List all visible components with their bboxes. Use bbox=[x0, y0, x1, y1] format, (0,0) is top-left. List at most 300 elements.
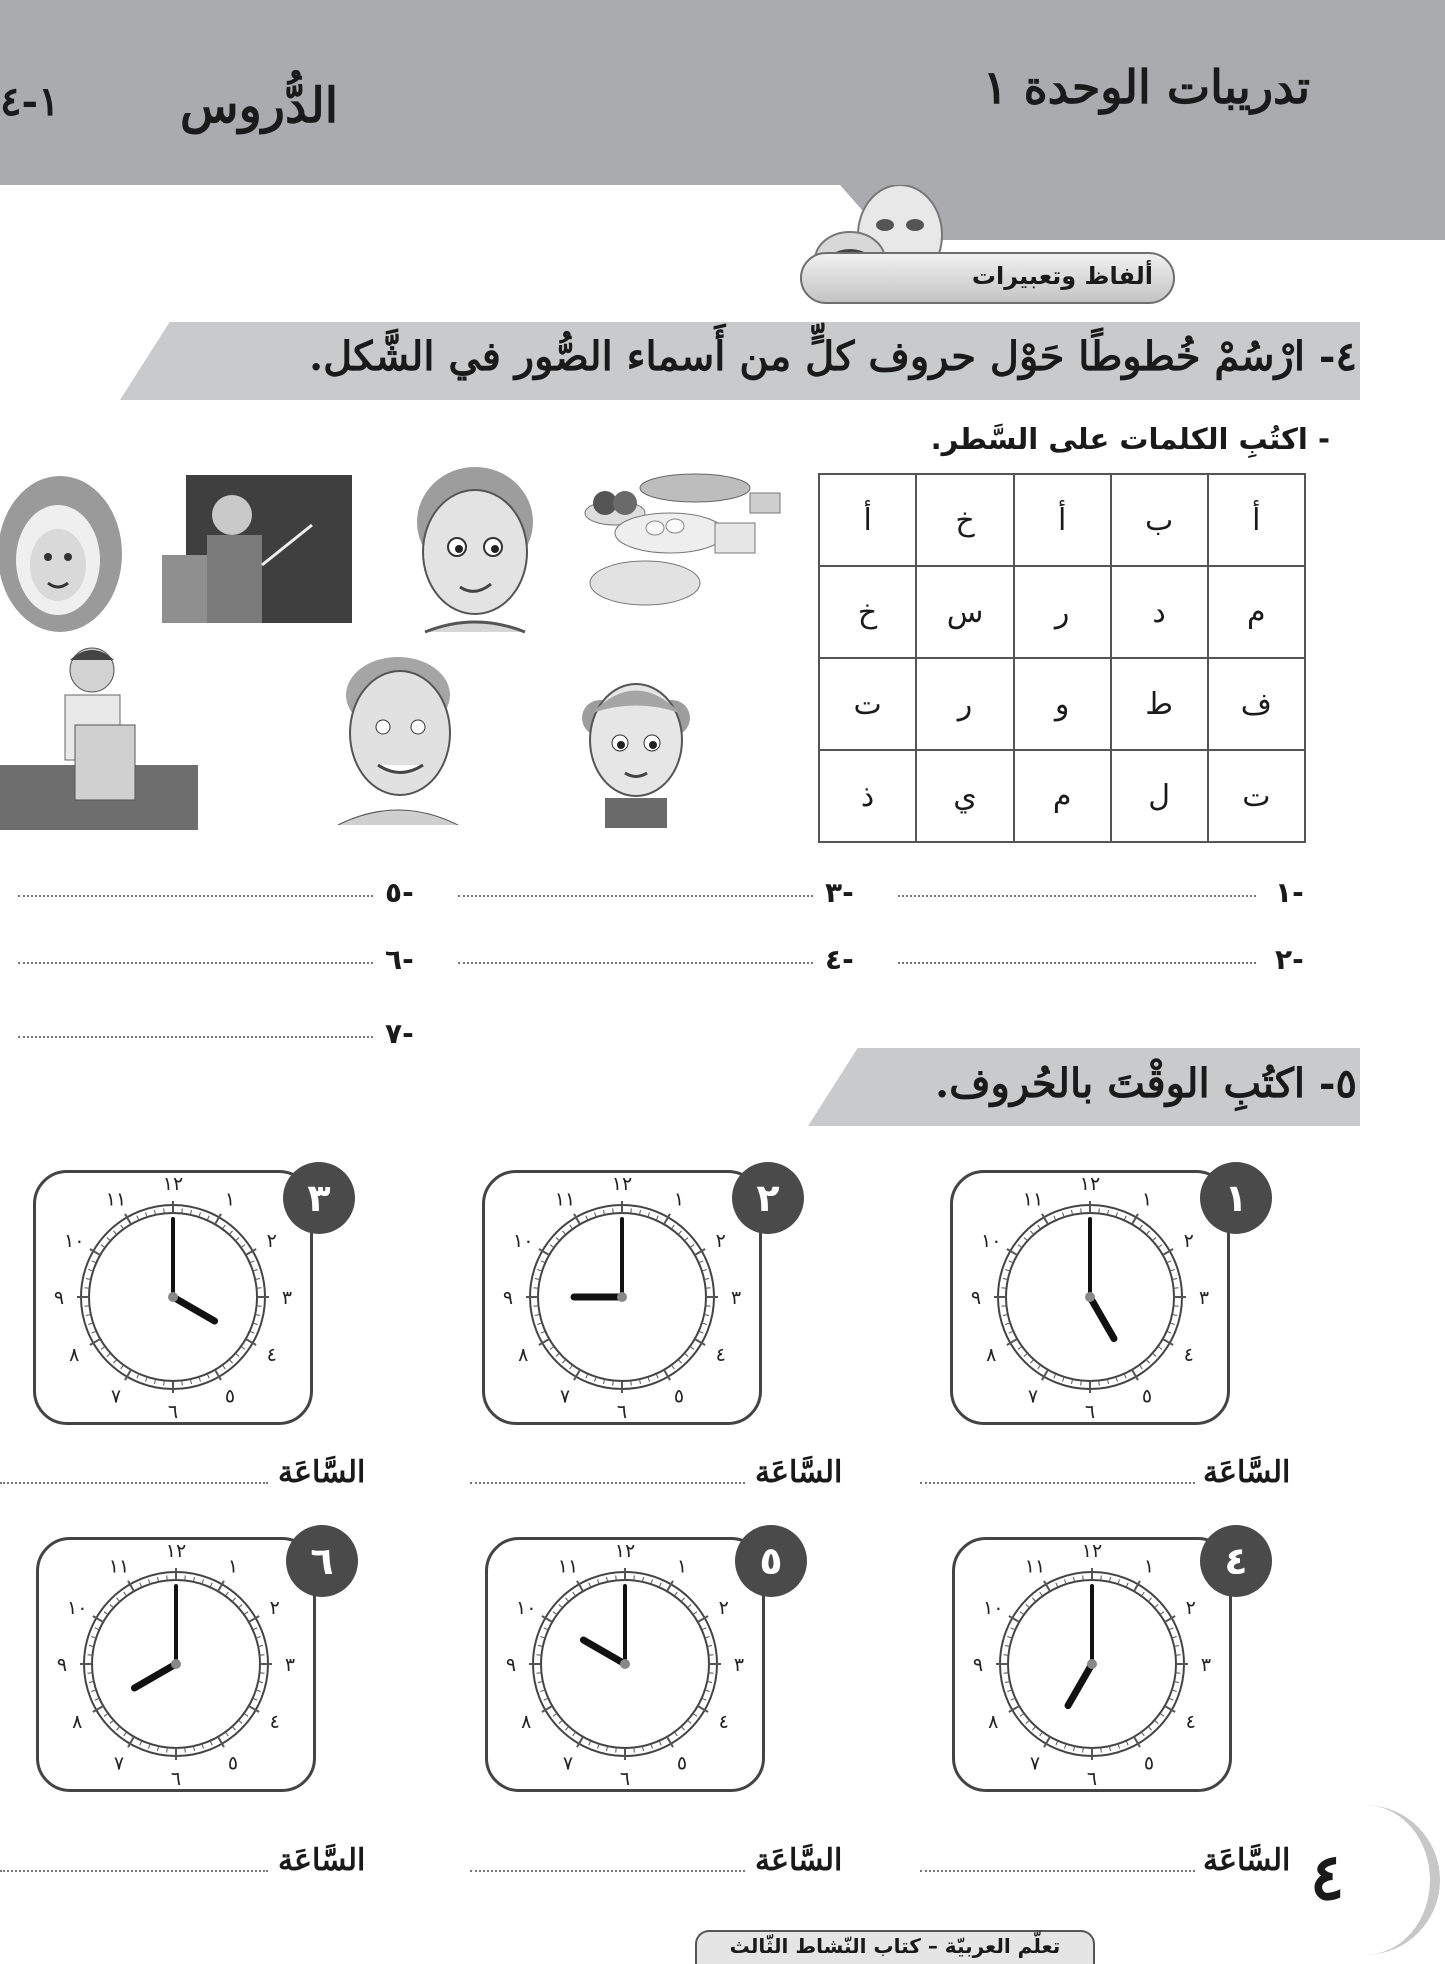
grid-cell[interactable]: أ bbox=[1208, 474, 1305, 566]
clock-face-1 bbox=[953, 1173, 1227, 1422]
answer-line-3[interactable] bbox=[458, 895, 813, 897]
clock-numeral: ٣ bbox=[733, 1654, 745, 1676]
clock-face-2 bbox=[485, 1173, 759, 1422]
clock-numeral: ١٢ bbox=[162, 1173, 184, 1195]
clock-tick bbox=[1038, 1225, 1041, 1229]
clock-numeral: ١ bbox=[1143, 1555, 1155, 1578]
clock-tick bbox=[1126, 1583, 1128, 1588]
clock-tick bbox=[137, 1374, 139, 1379]
clock-tick bbox=[631, 1208, 632, 1213]
clock-card-4 bbox=[952, 1537, 1232, 1792]
clock-tick bbox=[235, 1237, 239, 1240]
clock-tick bbox=[553, 1713, 557, 1716]
clock-tick bbox=[699, 1331, 704, 1333]
clock-tick bbox=[110, 1720, 114, 1723]
girl-headscarf-picture bbox=[0, 475, 125, 633]
clock-numeral: ٨ bbox=[69, 1344, 80, 1366]
clock-tick bbox=[550, 1245, 554, 1248]
clock-tick bbox=[1160, 1612, 1164, 1615]
clock-center-pin bbox=[168, 1292, 178, 1302]
clock-tick bbox=[656, 1216, 658, 1221]
grid-row bbox=[819, 750, 1305, 842]
clock-tick bbox=[107, 1237, 111, 1240]
clock-tick bbox=[613, 1208, 614, 1213]
clock-tick bbox=[681, 1726, 684, 1730]
clock-center-pin bbox=[617, 1292, 627, 1302]
clock-face-6 bbox=[39, 1540, 313, 1789]
clock-tick bbox=[1026, 1720, 1030, 1723]
clock-tick bbox=[570, 1225, 573, 1229]
grid-cell[interactable]: أ bbox=[1014, 474, 1111, 566]
clock-hour-hand bbox=[1068, 1664, 1092, 1706]
grid-cell[interactable]: ر bbox=[916, 658, 1014, 750]
clock-tick bbox=[124, 1732, 127, 1736]
hour-answer-line-3[interactable] bbox=[0, 1482, 268, 1484]
hour-answer-line-1[interactable] bbox=[920, 1482, 1195, 1484]
clock-numeral: ٧ bbox=[562, 1752, 574, 1775]
clock-tick bbox=[260, 1655, 265, 1656]
clock-tick bbox=[101, 1346, 105, 1349]
grid-cell[interactable]: خ bbox=[819, 566, 916, 658]
clock-tick bbox=[1169, 1698, 1174, 1700]
clock-tick bbox=[671, 1225, 674, 1229]
question5-title: ٥- اكتُبِ الوقْتَ بالحُروف. bbox=[935, 1060, 1357, 1107]
clock-numeral: ٩ bbox=[505, 1654, 517, 1676]
clock-numeral: ١٢ bbox=[165, 1540, 187, 1562]
clock-tick bbox=[107, 1353, 111, 1356]
clock-tick bbox=[84, 1306, 89, 1307]
clock-tick bbox=[1032, 1598, 1035, 1602]
clock-tick bbox=[1139, 1365, 1142, 1369]
boy-with-bag-picture bbox=[0, 645, 198, 830]
clock-tick bbox=[573, 1732, 576, 1736]
clock-badge-3: ٣ bbox=[283, 1162, 355, 1234]
clock-tick bbox=[586, 1374, 588, 1379]
clock-tick bbox=[1011, 1628, 1016, 1630]
clock-tick bbox=[225, 1732, 228, 1736]
answer-line-5[interactable] bbox=[18, 895, 373, 897]
clock-numeral: ٤ bbox=[1185, 1711, 1196, 1733]
clock-tick bbox=[210, 1583, 212, 1588]
clock-numeral: ٧ bbox=[113, 1752, 125, 1775]
clock-tick bbox=[634, 1575, 635, 1580]
clock-tick bbox=[562, 1359, 565, 1363]
clock-numeral: ٧ bbox=[1029, 1752, 1041, 1775]
clock-tick bbox=[1001, 1288, 1006, 1289]
clock-numeral: ٢ bbox=[1183, 1230, 1194, 1252]
clock-numeral: ٦ bbox=[619, 1768, 631, 1789]
clock-tick bbox=[1011, 1698, 1016, 1700]
grid-cell[interactable]: س bbox=[916, 566, 1014, 658]
answer-number-4: ٤- bbox=[825, 943, 854, 976]
clock-tick bbox=[104, 1612, 108, 1615]
hour-label-6: السَّاعَة bbox=[278, 1843, 366, 1878]
clock-tick bbox=[1003, 1655, 1008, 1656]
clock-numeral: ١٢ bbox=[1081, 1540, 1103, 1562]
clock-numeral: ٩ bbox=[502, 1287, 514, 1309]
grid-row bbox=[819, 658, 1305, 750]
clock-numeral: ٧ bbox=[1027, 1385, 1039, 1408]
clock-numeral: ٦ bbox=[1086, 1768, 1098, 1789]
answer-line-1[interactable] bbox=[898, 895, 1256, 897]
clock-tick bbox=[260, 1673, 265, 1674]
father-picture bbox=[328, 655, 478, 825]
section-tag bbox=[800, 252, 1175, 304]
clock-tick bbox=[684, 1237, 688, 1240]
clock-numeral: ٩ bbox=[972, 1654, 984, 1676]
clock-tick bbox=[1167, 1261, 1172, 1263]
clock-tick bbox=[1024, 1237, 1028, 1240]
clock-numeral: ٩ bbox=[970, 1287, 982, 1309]
clock-numeral: ١١ bbox=[557, 1555, 579, 1578]
clock-tick bbox=[706, 1306, 711, 1307]
clock-tick bbox=[702, 1628, 707, 1630]
clock-tick bbox=[556, 1353, 560, 1356]
clock-numeral: ٦ bbox=[167, 1401, 179, 1422]
clock-tick bbox=[1020, 1713, 1024, 1716]
clock-center-pin bbox=[1085, 1292, 1095, 1302]
clock-tick bbox=[113, 1359, 116, 1363]
clock-numeral: ١ bbox=[676, 1555, 688, 1578]
clock-numeral: ١ bbox=[224, 1188, 236, 1211]
grid-cell[interactable]: أ bbox=[819, 474, 916, 566]
clock-badge-6: ٦ bbox=[286, 1525, 358, 1597]
clock-tick bbox=[1158, 1346, 1162, 1349]
clock-numeral: ١ bbox=[227, 1555, 239, 1578]
clock-numeral: ١٠ bbox=[64, 1230, 85, 1252]
clock-tick bbox=[1141, 1592, 1144, 1596]
clock-badge-4: ٤ bbox=[1200, 1525, 1272, 1597]
food-plates-picture bbox=[575, 468, 785, 618]
clock-tick bbox=[182, 1381, 183, 1386]
clock-tick bbox=[229, 1231, 232, 1235]
grid-row bbox=[819, 566, 1305, 658]
clock-tick bbox=[1167, 1331, 1172, 1333]
grid-row bbox=[819, 474, 1305, 566]
hour-answer-line-6[interactable] bbox=[0, 1870, 268, 1872]
hour-label-1: السَّاعَة bbox=[1203, 1455, 1291, 1490]
grid-cell[interactable]: ط bbox=[1111, 658, 1208, 750]
clock-tick bbox=[565, 1726, 568, 1730]
clock-tick bbox=[1101, 1575, 1102, 1580]
clock-tick bbox=[225, 1592, 228, 1596]
grid-cell[interactable]: م bbox=[1208, 566, 1305, 658]
clock-tick bbox=[1146, 1359, 1149, 1363]
clock-numeral: ٢ bbox=[1185, 1597, 1196, 1619]
clock-tick bbox=[678, 1231, 681, 1235]
grid-cell[interactable]: ي bbox=[916, 750, 1014, 842]
grid-cell[interactable]: د bbox=[1111, 566, 1208, 658]
clock-tick bbox=[121, 1225, 124, 1229]
clock-numeral: ١ bbox=[673, 1188, 685, 1211]
footer-text: تعلّم العربيّة – كتاب النّشاط الثّالث bbox=[729, 1934, 1061, 1958]
clock-tick bbox=[167, 1575, 168, 1580]
question4-sub-instruction: - اكتُبِ الكلمات على السَّطر. bbox=[930, 422, 1330, 456]
clock-tick bbox=[113, 1231, 116, 1235]
clock-tick bbox=[533, 1306, 538, 1307]
clock-numeral: ٤ bbox=[266, 1344, 277, 1366]
clock-tick bbox=[1020, 1612, 1024, 1615]
clock-tick bbox=[1009, 1331, 1014, 1333]
clock-tick bbox=[232, 1598, 235, 1602]
grid-cell[interactable]: ت bbox=[819, 658, 916, 750]
clock-center-pin bbox=[1087, 1659, 1097, 1669]
clock-face-3 bbox=[36, 1173, 310, 1422]
clock-tick bbox=[1148, 1598, 1151, 1602]
clock-numeral: ٦ bbox=[170, 1768, 182, 1789]
clock-tick bbox=[1176, 1655, 1181, 1656]
answer-line-6[interactable] bbox=[18, 962, 373, 964]
clock-hour-hand bbox=[1090, 1297, 1114, 1339]
clock-tick bbox=[84, 1288, 89, 1289]
girl-picture bbox=[580, 668, 692, 828]
clock-numeral: ٨ bbox=[986, 1344, 997, 1366]
clock-tick bbox=[1139, 1225, 1142, 1229]
grid-cell[interactable]: ف bbox=[1208, 658, 1305, 750]
clock-center-pin bbox=[171, 1659, 181, 1669]
grid-cell[interactable]: ذ bbox=[819, 750, 916, 842]
clock-tick bbox=[656, 1374, 658, 1379]
answer-number-5: ٥- bbox=[385, 876, 414, 909]
clock-tick bbox=[562, 1231, 565, 1235]
clock-tick bbox=[550, 1346, 554, 1349]
clock-tick bbox=[533, 1288, 538, 1289]
clock-tick bbox=[616, 1748, 617, 1753]
clock-tick bbox=[164, 1381, 165, 1386]
lesson-code: ١-٤ bbox=[0, 78, 60, 125]
clock-numeral: ٩ bbox=[56, 1654, 68, 1676]
clock-tick bbox=[185, 1748, 186, 1753]
clock-tick bbox=[185, 1575, 186, 1580]
clock-tick bbox=[702, 1698, 707, 1700]
boy-picture bbox=[405, 462, 540, 640]
clock-tick bbox=[1030, 1231, 1033, 1235]
question4-title: ٤- ارْسُمْ خُطوطًا حَوْل حروف كلٍّ من أَسماء الصُّور في الشَّكل. bbox=[309, 333, 1357, 380]
clock-card-1 bbox=[950, 1170, 1230, 1425]
clock-face-4 bbox=[955, 1540, 1229, 1789]
clock-numeral: ٩ bbox=[53, 1287, 65, 1309]
clock-card-3 bbox=[33, 1170, 313, 1425]
clock-tick bbox=[674, 1732, 677, 1736]
lesson-title: الدُّروس bbox=[180, 78, 339, 134]
clock-numeral: ٢ bbox=[715, 1230, 726, 1252]
hour-label-2: السَّاعَة bbox=[755, 1455, 843, 1490]
clock-numeral: ٧ bbox=[110, 1385, 122, 1408]
clock-face-5 bbox=[488, 1540, 762, 1789]
clock-tick bbox=[244, 1612, 248, 1615]
clock-tick bbox=[709, 1673, 714, 1674]
clock-tick bbox=[544, 1628, 549, 1630]
clock-numeral: ٣ bbox=[284, 1654, 296, 1676]
clock-tick bbox=[87, 1673, 92, 1674]
clock-numeral: ٥ bbox=[224, 1385, 236, 1408]
clock-tick bbox=[541, 1331, 546, 1333]
clock-numeral: ٢ bbox=[269, 1597, 280, 1619]
clock-badge-1: ١ bbox=[1200, 1162, 1272, 1234]
clock-numeral: ٢ bbox=[266, 1230, 277, 1252]
clock-tick bbox=[253, 1698, 258, 1700]
clock-tick bbox=[1038, 1365, 1041, 1369]
clock-numeral: ١٢ bbox=[611, 1173, 633, 1195]
answer-line-4[interactable] bbox=[458, 962, 813, 964]
clock-tick bbox=[631, 1381, 632, 1386]
clock-tick bbox=[699, 1261, 704, 1263]
clock-numeral: ١١ bbox=[108, 1555, 130, 1578]
clock-tick bbox=[1032, 1726, 1035, 1730]
clock-tick bbox=[589, 1741, 591, 1746]
clock-tick bbox=[1154, 1604, 1158, 1607]
clock-tick bbox=[257, 1288, 262, 1289]
clock-hour-hand bbox=[173, 1297, 215, 1321]
clock-tick bbox=[570, 1365, 573, 1369]
grid-cell[interactable]: خ bbox=[916, 474, 1014, 566]
clock-tick bbox=[250, 1331, 255, 1333]
answer-number-1: ١- bbox=[1275, 876, 1304, 909]
hour-answer-line-5[interactable] bbox=[470, 1870, 745, 1872]
clock-tick bbox=[1158, 1245, 1162, 1248]
section-tag-label: ألفاظ وتعبيرات bbox=[971, 262, 1153, 290]
grid-cell[interactable]: ب bbox=[1111, 474, 1208, 566]
clock-tick bbox=[687, 1604, 691, 1607]
answer-number-6: ٦- bbox=[385, 943, 414, 976]
clock-tick bbox=[1081, 1381, 1082, 1386]
clock-tick bbox=[238, 1720, 242, 1723]
answer-line-2[interactable] bbox=[898, 962, 1256, 964]
clock-numeral: ١٢ bbox=[1079, 1173, 1101, 1195]
clock-tick bbox=[573, 1592, 576, 1596]
clock-numeral: ١ bbox=[1141, 1188, 1153, 1211]
clock-tick bbox=[1146, 1231, 1149, 1235]
clock-tick bbox=[92, 1331, 97, 1333]
clock-tick bbox=[1056, 1583, 1058, 1588]
clock-numeral: ١٠ bbox=[981, 1230, 1002, 1252]
clock-tick bbox=[137, 1216, 139, 1221]
clock-numeral: ٥ bbox=[1141, 1385, 1153, 1408]
clock-tick bbox=[1099, 1208, 1100, 1213]
clock-tick bbox=[257, 1306, 262, 1307]
grid-cell[interactable]: و bbox=[1014, 658, 1111, 750]
clock-tick bbox=[559, 1720, 563, 1723]
clock-tick bbox=[1040, 1732, 1043, 1736]
clock-tick bbox=[1083, 1575, 1084, 1580]
clock-numeral: ٤ bbox=[1183, 1344, 1194, 1366]
hour-answer-line-4[interactable] bbox=[920, 1870, 1195, 1872]
clock-numeral: ٤ bbox=[715, 1344, 726, 1366]
clock-tick bbox=[95, 1698, 100, 1700]
clock-numeral: ٤ bbox=[718, 1711, 729, 1733]
clock-tick bbox=[164, 1208, 165, 1213]
clock-tick bbox=[693, 1612, 697, 1615]
clock-tick bbox=[565, 1598, 568, 1602]
clock-tick bbox=[241, 1346, 245, 1349]
grid-cell[interactable]: ل bbox=[1111, 750, 1208, 842]
clock-tick bbox=[693, 1713, 697, 1716]
clock-tick bbox=[95, 1628, 100, 1630]
clock-card-6 bbox=[36, 1537, 316, 1792]
clock-tick bbox=[1101, 1748, 1102, 1753]
clock-badge-2: ٢ bbox=[732, 1162, 804, 1234]
clock-tick bbox=[1024, 1353, 1028, 1356]
answer-number-7: ٧- bbox=[385, 1017, 414, 1050]
clock-tick bbox=[1083, 1748, 1084, 1753]
clock-numeral: ٣ bbox=[1198, 1287, 1210, 1309]
clock-tick bbox=[687, 1720, 691, 1723]
letter-grid bbox=[818, 473, 1306, 843]
clock-tick bbox=[229, 1359, 232, 1363]
grid-cell[interactable]: ت bbox=[1208, 750, 1305, 842]
clock-badge-5: ٥ bbox=[735, 1525, 807, 1597]
clock-tick bbox=[541, 1261, 546, 1263]
hour-answer-line-2[interactable] bbox=[470, 1482, 745, 1484]
clock-numeral: ٥ bbox=[1143, 1752, 1155, 1775]
clock-tick bbox=[678, 1359, 681, 1363]
clock-tick bbox=[690, 1346, 694, 1349]
clock-tick bbox=[241, 1245, 245, 1248]
unit-title: تدريبات الوحدة ١ bbox=[982, 60, 1310, 114]
clock-tick bbox=[238, 1604, 242, 1607]
answer-number-3: ٣- bbox=[825, 876, 854, 909]
clock-tick bbox=[1176, 1673, 1181, 1674]
page-number: ٤ bbox=[1310, 1840, 1345, 1915]
clock-hour-hand bbox=[134, 1664, 176, 1688]
clock-numeral: ١٢ bbox=[614, 1540, 636, 1562]
clock-numeral: ١١ bbox=[554, 1188, 576, 1211]
clock-tick bbox=[222, 1225, 225, 1229]
clock-tick bbox=[1124, 1216, 1126, 1221]
clock-numeral: ١٠ bbox=[513, 1230, 534, 1252]
clock-tick bbox=[1152, 1353, 1156, 1356]
hour-label-4: السَّاعَة bbox=[1203, 1843, 1291, 1878]
clock-tick bbox=[140, 1583, 142, 1588]
clock-tick bbox=[232, 1726, 235, 1730]
clock-tick bbox=[536, 1673, 541, 1674]
answer-number-2: ٢- bbox=[1275, 943, 1304, 976]
grid-cell[interactable]: م bbox=[1014, 750, 1111, 842]
clock-tick bbox=[1003, 1673, 1008, 1674]
clock-tick bbox=[104, 1713, 108, 1716]
clock-tick bbox=[1152, 1237, 1156, 1240]
clock-tick bbox=[1169, 1628, 1174, 1630]
clock-tick bbox=[1148, 1726, 1151, 1730]
clock-tick bbox=[1026, 1604, 1030, 1607]
clock-tick bbox=[92, 1261, 97, 1263]
clock-tick bbox=[140, 1741, 142, 1746]
clock-tick bbox=[674, 1592, 677, 1596]
clock-numeral: ٥ bbox=[673, 1385, 685, 1408]
clock-tick bbox=[616, 1575, 617, 1580]
clock-tick bbox=[706, 1288, 711, 1289]
clock-tick bbox=[1030, 1359, 1033, 1363]
clock-tick bbox=[1054, 1374, 1056, 1379]
clock-tick bbox=[553, 1612, 557, 1615]
clock-center-pin bbox=[620, 1659, 630, 1669]
clock-numeral: ١١ bbox=[1024, 1555, 1046, 1578]
clock-tick bbox=[1081, 1208, 1082, 1213]
clock-tick bbox=[1099, 1381, 1100, 1386]
clock-tick bbox=[1126, 1741, 1128, 1746]
clock-tick bbox=[222, 1365, 225, 1369]
answer-line-7[interactable] bbox=[18, 1036, 373, 1038]
hour-label-3: السَّاعَة bbox=[278, 1455, 366, 1490]
grid-cell[interactable]: ر bbox=[1014, 566, 1111, 658]
clock-tick bbox=[207, 1374, 209, 1379]
clock-numeral: ٣ bbox=[1200, 1654, 1212, 1676]
clock-tick bbox=[671, 1365, 674, 1369]
clock-numeral: ٧ bbox=[559, 1385, 571, 1408]
clock-card-5 bbox=[485, 1537, 765, 1792]
clock-numeral: ٥ bbox=[227, 1752, 239, 1775]
clock-tick bbox=[1141, 1732, 1144, 1736]
